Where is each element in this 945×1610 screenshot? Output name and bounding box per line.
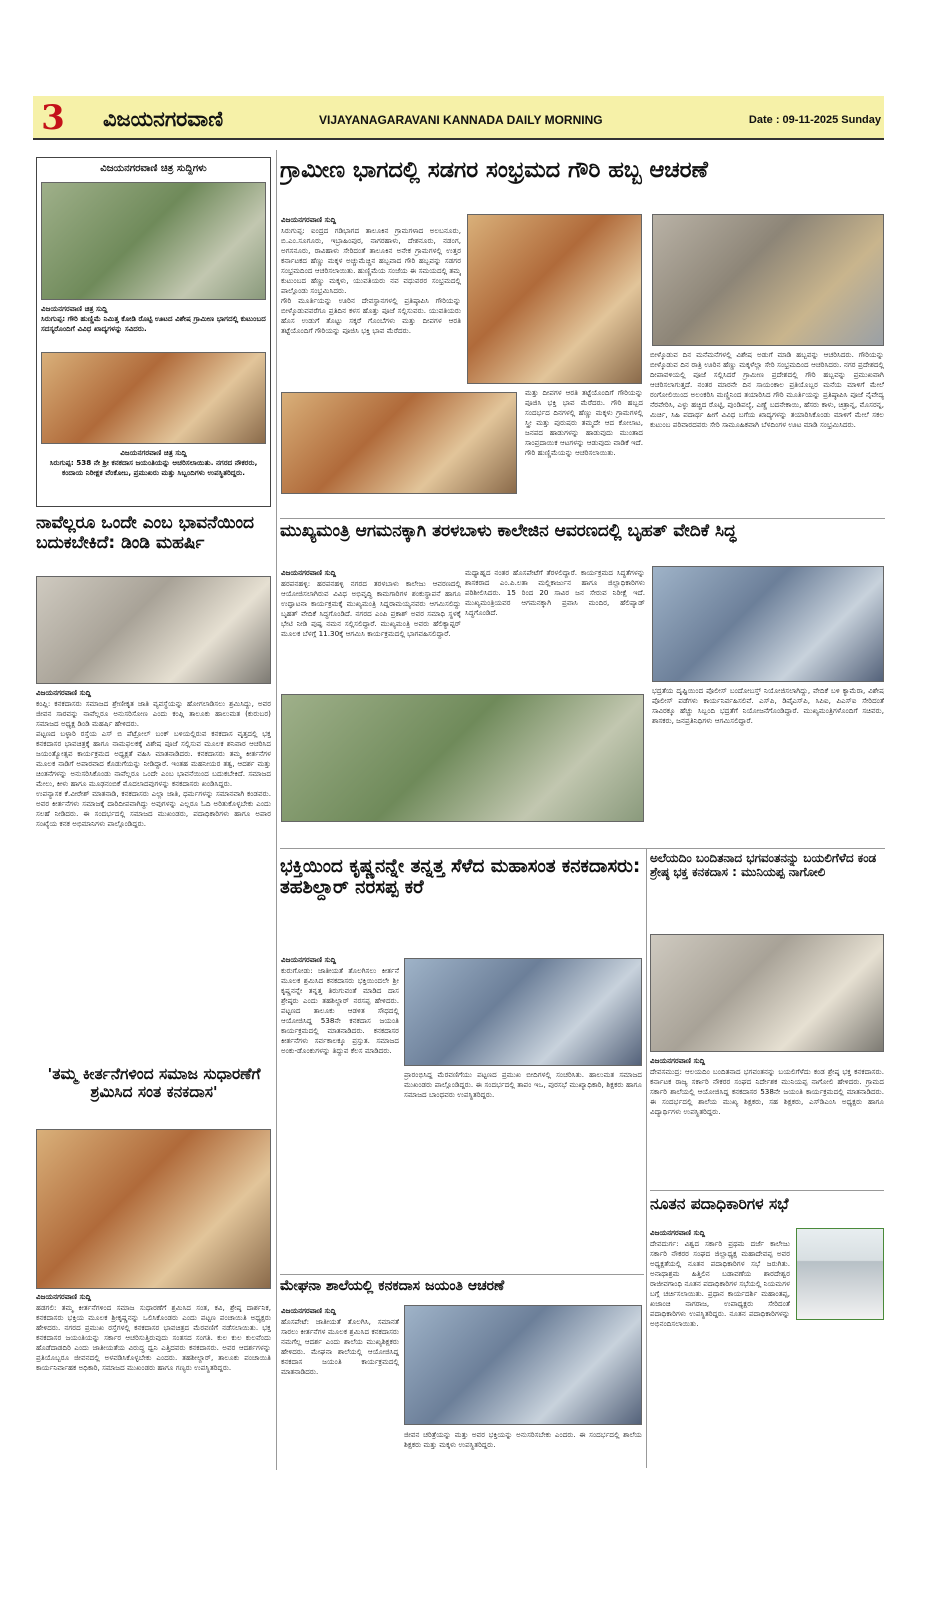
nagoli-body: ದೇವಸಮುದ್ರ: ಆಲಯದಿಂ ಬಂದಿತನಾದ ಭಗವಂತನನ್ನು ಬಯಲಿಗೆಳೆದು ಕಂಡ ಶ್ರೇಷ್ಠ ಭಕ್ತ ಕನಕದಾಸರು. ಕರ್ನಾಟಕ ರಾಜ್ಯ ಸರ್ಕಾರಿ ನೌಕರರ ಸಂಘದ ನಿರ್ದೇಶಕ ಮುನಿಯಪ್ಪ ನಾಗೋಲಿ ಹೇಳಿದರು. ಗ್ರಾಮದ ಸರ್ಕಾರಿ ಶಾಲೆಯಲ್ಲಿ ಆಯೋಜಿಸಿದ್ದ ಕನಕದಾಸರ 538ನೇ ಜಯಂತಿ ಕಾರ್ಯಕ್ರಮದಲ್ಲಿ ಮಾತನಾಡಿದರು. ಈ ಸಂದರ್ಭದಲ್ಲಿ ಶಾಲೆಯ ಮುಖ್ಯ ಶಿಕ್ಷಕರು, ಸಹ ಶಿಕ್ಷಕರು, ಎಸ್‌ಡಿಎಂಸಿ ಅಧ್ಯಕ್ಷರು ಹಾಗೂ ವಿದ್ಯಾರ್ಥಿಗಳು ಉಪಸ್ಥಿತರಿದ್ದರು. — [650, 1067, 884, 1116]
cm-body-1: ಹರಪನಹಳ್ಳಿ: ಹರಪನಹಳ್ಳಿ ನಗರದ ತರಳಬಾಳು ಕಾಲೇಜು ಆವರಣದಲ್ಲಿ ಆಯೋಜಿಸಲಾಗಿರುವ ವಿವಿಧ ಅಭಿವೃದ್ಧಿ ಕಾಮಗಾರಿಗಳ ಶಂಕುಸ್ಥಾಪನೆ ಹಾಗೂ ಉದ್ಘಾಟನಾ ಕಾರ್ಯಕ್ರಮಕ್ಕೆ ಮುಖ್ಯಮಂತ್ರಿ ಸಿದ್ದರಾಮಯ್ಯನವರು ಆಗಮಿಸಲಿದ್ದು ಬೃಹತ್ ವೇದಿಕೆ ಸಿದ್ಧಗೊಂಡಿದೆ. ನಗರದ ಎಂಪಿ ಪ್ರಕಾಶ್ ಅವರ ಸಮಾಧಿ ಸ್ಥಳಕ್ಕೆ ಭೇಟಿ ನೀಡಿ ಪುಷ್ಪ ನಮನ ಸಲ್ಲಿಸಲಿದ್ದಾರೆ. ಮುಖ್ಯಮಂತ್ರಿ ಅವರು ಹೆಲಿಕ್ಯಾಪ್ಟರ್ ಮೂಲಕ ಬೆಳಗ್ಗೆ 11.30ಕ್ಕೆ ಆಗಮಿಸಿ ಕಾರ್ಯಕ್ರಮದಲ್ಲಿ ಭಾಗವಹಿಸಲಿದ್ದಾರೆ. — [281, 579, 461, 638]
photo-kanaka-krishna-group — [404, 958, 642, 1066]
photo-keertana-stage — [36, 1129, 271, 1289]
photo-nagoli-group — [650, 934, 884, 1052]
nagoli-byline: ವಿಜಯನಗರವಾಣಿ ಸುದ್ದಿ — [650, 1056, 705, 1065]
cm-body-2: ಮಧ್ಯಾಹ್ನದ ನಂತರ ಹೊಸಪೇಟೆಗೆ ತೆರಳಲಿದ್ದಾರೆ. ಕಾರ್ಯಕ್ರಮದ ಸಿದ್ಧತೆಗಳನ್ನು ಶಾಸಕರಾದ ಎಂ.ಪಿ.ಲತಾ ಮಲ್ಲಿಕಾರ್ಜುನ ಹಾಗೂ ಜಿಲ್ಲಾಧಿಕಾರಿಗಳು ಪರಿಶೀಲಿಸಿದರು. 15 ರಿಂದ 20 ಸಾವಿರ ಜನ ಸೇರುವ ನಿರೀಕ್ಷೆ ಇದೆ. ಮುಖ್ಯಮಂತ್ರಿಯವರ ಆಗಮನಕ್ಕಾಗಿ ಪ್ರವಾಸಿ ಮಂದಿರ, ಹೆಲಿಪ್ಯಾಡ್ ಸಿದ್ಧಗೊಂಡಿದೆ. — [465, 568, 645, 617]
dindi-headline: ನಾವೆಲ್ಲರೂ ಒಂದೇ ಎಂಬ ಭಾವನೆಯಿಂದ ಬದುಕಬೇಕಿದೆ: ಡಿಂಡಿ ಮಹರ್ಷಿ — [36, 514, 255, 553]
officers-byline: ವಿಜಯನಗರವಾಣಿ ಸುದ್ದಿ — [650, 1228, 705, 1237]
masthead-date: Date : 09-11-2025 Sunday — [748, 114, 881, 126]
officers-headline: ನೂತನ ಪದಾಧಿಕಾರಿಗಳ ಸಭೆ — [650, 1196, 789, 1213]
photo-caption-1: ವಿಜಯನಗರವಾಣಿ ಚಿತ್ರ ಸುದ್ದಿ ಸಿರುಗುಪ್ಪ: ಗೌರಿ ಹುಣ್ಣಿಮೆ ನಿಮಿತ್ತ ಕೋಡಿ ರೊಟ್ಟಿ ಊಟದ ವಿಶೇಷ ಗ್ರಾಮೀಣ ಭಾಗದಲ್ಲಿ ಕುಟುಂಬದ ಸದಸ್ಯರೊಂದಿಗೆ ವಿವಿಧ ಖಾದ್ಯಗಳನ್ನು ಸವಿದರು. — [41, 304, 266, 333]
keertana-body: ಹಡಗಲಿ: ತಮ್ಮ ಕೀರ್ತನೆಗಳಿಂದ ಸಮಾಜ ಸುಧಾರಣೆಗೆ ಶ್ರಮಿಸಿದ ಸಂತ, ಕವಿ, ಶ್ರೇಷ್ಠ ದಾರ್ಶನಿಕ, ಕನಕದಾಸರು ಭಕ್ತಿಯ ಮೂಲಕ ಶ್ರೀಕೃಷ್ಣನನ್ನು ಒಲಿಸಿಕೊಂಡರು ಎಂದು ಪಟ್ಟಣ ಪಂಚಾಯಿತಿ ಅಧ್ಯಕ್ಷರು ಹೇಳಿದರು. ನಗರದ ಪ್ರಮುಖ ರಸ್ತೆಗಳಲ್ಲಿ ಕನಕದಾಸರ ಭಾವಚಿತ್ರದ ಮೆರವಣಿಗೆ ನಡೆಸಲಾಯಿತು. ಭಕ್ತ ಕನಕದಾಸರ ಜಯಂತಿಯನ್ನು ಸರ್ಕಾರ ಆಚರಿಸುತ್ತಿರುವುದು ಸಂತಸದ ಸಂಗತಿ. ಕುಲ ಕುಲ ಕುಲವೆಂದು ಹೊಡೆದಾಡದಿರಿ ಎಂದು ಜಾತೀಯತೆಯ ವಿರುದ್ಧ ಧ್ವನಿ ಎತ್ತಿದವರು ಕನಕದಾಸರು. ಅವರ ಆದರ್ಶಗಳನ್ನು ಪ್ರತಿಯೊಬ್ಬರೂ ಜೀವನದಲ್ಲಿ ಅಳವಡಿಸಿಕೊಳ್ಳಬೇಕು ಎಂದರು. ತಹಶೀಲ್ದಾರ್, ತಾಲೂಕು ಪಂಚಾಯಿತಿ ಕಾರ್ಯನಿರ್ವಾಹಕ ಅಧಿಕಾರಿ, ಸಮಾಜದ ಮುಖಂಡರು ಹಾಗೂ ಗಣ್ಯರು ಉಪಸ್ಥಿತರಿದ್ದರು. — [36, 1303, 271, 1372]
gauri-headline: ಗ್ರಾಮೀಣ ಭಾಗದಲ್ಲಿ ಸಡಗರ ಸಂಭ್ರಮದ ಗೌರಿ ಹಬ್ಬ ಆಚರಣೆ — [280, 158, 708, 183]
photo-gauri-children — [281, 392, 517, 494]
officers-body-top: ದೇವದುರ್ಗ: ವಿಶ್ವದ ಸರ್ಕಾರಿ ಪ್ರಥಮ ದರ್ಜೆ ಕಾಲೇಜು ಸರ್ಕಾರಿ ನೌಕರರ ಸಂಘದ ಜಿಲ್ಲಾಧ್ಯಕ್ಷ ಮಹಾದೇವಪ್ಪ ಅವರ ಅಧ್ಯಕ್ಷತೆಯಲ್ಲಿ ನೂತನ ಪದಾಧಿಕಾರಿಗಳ ಸಭೆ ಜರುಗಿತು. ಅನಾಥಾಶ್ರಮ ಹಿತ್ತಿಲಿನ ಬಡಾವಣೆಯ ಶಾರದೇಶ್ವರ ರಾಜೀವಗಾಂಧಿ ನೂತನ ಪದಾಧಿಕಾರಿಗಳ ಸಭೆಯಲ್ಲಿ ನಿಯಮಗಳ ಬಗ್ಗೆ ಚರ್ಚಿಸಲಾಯಿತು. ಪ್ರಧಾನ ಕಾರ್ಯದರ್ಶಿ ಮಹಾಂತಪ್ಪ, ಖಜಾಂಚಿ ನಾಗರಾಜ, ಉಪಾಧ್ಯಕ್ಷರು ಸೇರಿದಂತೆ ಪದಾಧಿಕಾರಿಗಳು ಉಪಸ್ಥಿತರಿದ್ದರು. ನೂತನ ಪದಾಧಿಕಾರಿಗಳನ್ನು ಅಭಿನಂದಿಸಲಾಯಿತು. — [650, 1239, 790, 1328]
meghana-headline: ಮೇಘನಾ ಶಾಲೆಯಲ್ಲಿ ಕನಕದಾಸ ಜಯಂತಿ ಆಚರಣೆ — [280, 1278, 505, 1294]
photo-dindi-group — [36, 576, 271, 684]
photo-gauri-family — [652, 214, 884, 346]
masthead — [33, 96, 884, 140]
keertana-headline: 'ತಮ್ಮ ಕೀರ್ತನೆಗಳಿಂದ ಸಮಾಜ ಸುಧಾರಣೆಗೆ ಶ್ರಮಿಸಿದ ಸಂತ ಕನಕದಾಸ' — [47, 1066, 261, 1101]
photo-meghana-students — [404, 1305, 642, 1425]
photo-cm-venue — [281, 694, 644, 822]
kanaka-krishna-body-1: ಕುರುಗೋಡು: ಜಾತೀಯತೆ ತೊಲಗಿಸಲು ಕೀರ್ತನೆ ಮೂಲಕ ಶ್ರಮಿಸಿದ ಕನಕದಾಸರು ಭಕ್ತಿಯಿಂದಲೇ ಶ್ರೀ ಕೃಷ್ಣನನ್ನೇ ತನ್ನತ್ತ ತಿರುಗುವಂತೆ ಮಾಡಿದ ದಾಸ ಶ್ರೇಷ್ಠರು ಎಂದು ತಹಶಿಲ್ದಾರ್ ನರಸಪ್ಪ ಹೇಳಿದರು. ಪಟ್ಟಣದ ತಾಲೂಕು ಆಡಳಿತ ಸೌಧದಲ್ಲಿ ಆಯೋಜಿಸಿದ್ದ 538ನೇ ಕನಕದಾಸ ಜಯಂತಿ ಕಾರ್ಯಕ್ರಮದಲ್ಲಿ ಮಾತನಾಡಿದರು. ಕನಕದಾಸರ ಕೀರ್ತನೆಗಳು ಸರ್ವಕಾಲಕ್ಕೂ ಪ್ರಸ್ತುತ. ಸಮಾಜದ ಅಂಕು-ಡೊಂಕುಗಳನ್ನು ತಿದ್ದುವ ಕೆಲಸ ಮಾಡಿದರು. — [281, 966, 399, 1055]
nagoli-headline: ಅಲೆಯದಿಂ ಬಂದಿತನಾದ ಭಗವಂತನನ್ನು ಬಯಲಿಗೆಳೆದ ಕಂಡ ಶ್ರೇಷ್ಠ ಭಕ್ತ ಕನಕದಾಸ : ಮುನಿಯಪ್ಪ ನಾಗೋಲಿ — [650, 852, 877, 879]
photo-kanaka-office — [41, 352, 266, 444]
rule-above-officers — [650, 1190, 884, 1191]
gauri-body-2: ಮತ್ತು ದೀಪಗಳ ಆರತಿ ತಟ್ಟೆಯೊಂದಿಗೆ ಗೌರಿಯನ್ನು ಪೂಜಿಸಿ ಭಕ್ತಿ ಭಾವ ಮೆರೆದರು. ಗೌರಿ ಹಬ್ಬದ ಸಂದರ್ಭದ ದಿನಗಳಲ್ಲಿ ಹೆಣ್ಣು ಮಕ್ಕಳು ಗ್ರಾಮಗಳಲ್ಲಿ ಸ್ತ್ರೀ ಮತ್ತು ಪುರುಷರು ತಮ್ಮದೇ ಆದ ಕೋಲಾಟ, ಜನಪದ ಹಾಡುಗಳನ್ನು ಹಾಡುವುದು ಮುಂತಾದ ಸಾಂಪ್ರದಾಯಿಕ ಆಟಗಳನ್ನು ಆಡುವುದು ವಾಡಿಕೆ ಇದೆ. ಗೌರಿ ಹುಣ್ಣಿಮೆಯನ್ನು ಆಚರಿಸಲಾಯಿತು. — [525, 388, 643, 457]
photo-cm-officials — [652, 566, 884, 682]
gauri-body-1: ಸಿರುಗುಪ್ಪ: ಐಂದ್ರದ ಗಡಿಭಾಗದ ತಾಲೂಕಿನ ಗ್ರಾಮಗಳಾದ ಅಲಬನೂರು, ಬಿ.ಎಂ.ಸೂಗೂರು, ಇಬ್ರಾಹಿಂಪುರ, ನಾಗರಹಾಳು, ದೇಶನೂರು, ನಡಂಗ, ಅಗಸನೂರು, ರಾವಿಹಾಳು ಸೇರಿದಂತೆ ತಾಲೂಕಿನ ಅನೇಕ ಗ್ರಾಮಗಳಲ್ಲಿ ಉತ್ತರ ಕರ್ನಾಟಕದ ಹೆಣ್ಣು ಮಕ್ಕಳ ಅಚ್ಚುಮೆಚ್ಚಿನ ಹಬ್ಬವಾದ ಗೌರಿ ಹಬ್ಬವನ್ನು ಸಡಗರ ಸಂಭ್ರಮದಿಂದ ಆಚರಿಸಲಾಯಿತು. ಹುಣ್ಣಿಮೆಯ ಸಂಜೆಯ ಈ ಸಮಯದಲ್ಲಿ ತಮ್ಮ ಕುಟುಂಬದ ಹೆಣ್ಣು ಮಕ್ಕಳು, ಯುವತಿಯರು ನವ ವಧುವರರ ಸಂಭ್ರಮದಲ್ಲಿ ಪಾಲ್ಗೊಂಡು ಸಂಭ್ರಮಿಸಿದರು. ಗೌರಿ ಮೂರ್ತಿಯನ್ನು ಊರಿನ ದೇವಸ್ಥಾನಗಳಲ್ಲಿ ಪ್ರತಿಷ್ಠಾಪಿಸಿ ಗೌರಿಯನ್ನು ಬೀಳ್ಕೊಡುವವರೆಗೂ ಪ್ರತಿದಿನ ಕಳಸ ಹೊತ್ತು ಪೂಜೆ ಸಲ್ಲಿಸುವರು. ಯುವತಿಯರು ಹೊಸ ಉಡುಗೆ ತೊಟ್ಟು ಸಕ್ಕರೆ ಗೊಂಬೆಗಳು ಮತ್ತು ದೀಪಗಳ ಆರತಿ ತಟ್ಟೆಯೊಂದಿಗೆ ಗೌರಿಯನ್ನು ಪೂಜಿಸಿ ಭಕ್ತಿ ಭಾವ ಮೆರೆದರು. — [281, 226, 461, 335]
meghana-body-2: ಜೀವನ ಚರಿತ್ರೆಯನ್ನು ಮತ್ತು ಅವರ ಭಕ್ತಿಯನ್ನು ಅನುಸರಿಸಬೇಕು ಎಂದರು. ಈ ಸಂದರ್ಭದಲ್ಲಿ ಶಾಲೆಯ ಶಿಕ್ಷಕರು ಮತ್ತು ಮಕ್ಕಳು ಉಪಸ್ಥಿತರಿದ್ದರು. — [404, 1430, 642, 1449]
photo-caption-2: ವಿಜಯನಗರವಾಣಿ ಚಿತ್ರ ಸುದ್ದಿ ಸಿರುಗುಪ್ಪ: 538 ನೇ ಶ್ರೀ ಕನಕದಾಸ ಜಯಂತಿಯನ್ನು ಆಚರಿಸಲಾಯಿತು. ನಗರದ ನೌಕರರು, ಕಂದಾಯ ನಿರೀಕ್ಷಕ ವೆಂಕೋಬ, ಪ್ರಮುಖರು ಮತ್ತು ಸಿಬ್ಬಂದಿಗಳು ಉಪಸ್ಥಿತರಿದ್ದರು. — [49, 448, 258, 477]
masthead-title-kannada: ವಿಜಯನಗರವಾಣಿ — [103, 107, 224, 131]
kanaka-krishna-byline: ವಿಜಯನಗರವಾಣಿ ಸುದ್ದಿ — [281, 955, 336, 964]
meghana-byline: ವಿಜಯನಗರವಾಣಿ ಸುದ್ದಿ — [281, 1306, 336, 1315]
page-number: 3 — [41, 98, 65, 138]
gauri-body-3: ಬೀಳ್ಕೊಡುವ ದಿನ ಮನೆಮನೆಗಳಲ್ಲಿ ವಿಶೇಷ ಅಡುಗೆ ಮಾಡಿ ಹಬ್ಬವನ್ನು ಆಚರಿಸಿದರು. ಗೌರಿಯನ್ನು ಬೀಳ್ಕೊಡುವ ದಿನ ರಾತ್ರಿ ಊರಿನ ಹೆಣ್ಣು ಮಕ್ಕಳೆಲ್ಲಾ ಸೇರಿ ಸಂಭ್ರಮದಿಂದ ಆಚರಿಸಿದರು. ನಗರ ಪ್ರದೇಶದಲ್ಲಿ ದೀಪಾವಳಿಯಲ್ಲಿ ಪೂಜೆ ಸಲ್ಲಿಸಿದರೆ ಗ್ರಾಮೀಣ ಪ್ರದೇಶದಲ್ಲಿ ಗೌರಿ ಹಬ್ಬವನ್ನು ಪ್ರಮುಖವಾಗಿ ಆಚರಿಸಲಾಗುತ್ತದೆ. ನಂತರ ಮಾರನೇ ದಿನ ಸಾಯಂಕಾಲ ಪ್ರತಿಯೊಬ್ಬರ ಮನೆಯ ಮಾಳಿಗೆ ಮೇಲೆ ರಂಗೋಲಿಯಿಂದ ಅಲಂಕರಿಸಿ ಮಣ್ಣಿನಿಂದ ತಯಾರಿಸಿದ ಗೌರಿ ಮೂರ್ತಿಯನ್ನು ಪ್ರತಿಷ್ಠಾಪಿಸಿ ಪೂಜೆ ನೈವೇದ್ಯ ನೆರವೇರಿಸಿ, ಎಳ್ಳು ಹಚ್ಚಿದ ರೊಟ್ಟಿ, ಪುಂಡಿಪಲ್ಯೆ, ಎಣ್ಣೆ ಬದನೇಕಾಯಿ, ಹೆಸರು ಕಾಳು, ಚಿತ್ರಾನ್ನ, ಮೊಸರನ್ನ, ಮಿರ್ಚಿ, ಸಿಹಿ ಪದಾರ್ಥ ಹೀಗೆ ವಿವಿಧ ಬಗೆಯ ಖಾದ್ಯಗಳನ್ನು ತಯಾರಿಸಿಕೊಂಡು ಮಾಳಿಗೆ ಮೇಲೆ ಸಕಲ ಕುಟುಂಬ ಪರಿವಾರದವರು ಸೇರಿ ಸಾಮೂಹಿಕವಾಗಿ ಬೆಳದಿಂಗಳ ಊಟ ಮಾಡಿ ಸಂಭ್ರಮಿಸಿದರು. — [650, 350, 884, 429]
keertana-byline: ವಿಜಯನಗರವಾಣಿ ಸುದ್ದಿ — [36, 1292, 91, 1301]
photo-gauri-meal — [41, 182, 266, 300]
rule-below-gauri — [280, 518, 885, 519]
photo-news-box — [36, 157, 271, 507]
photo-officer-portrait — [796, 1228, 884, 1320]
column-divider-right — [646, 848, 647, 1468]
rule-below-cm — [280, 848, 885, 849]
cm-headline: ಮುಖ್ಯಮಂತ್ರಿ ಆಗಮನಕ್ಕಾಗಿ ತರಳಬಾಳು ಕಾಲೇಜಿನ ಆವರಣದಲ್ಲಿ ಬೃಹತ್ ವೇದಿಕೆ ಸಿದ್ಧ — [280, 522, 737, 541]
kanaka-krishna-body-2: ಪ್ರಾರಂಭಿಸಿದ್ದ ಮೆರವಣಿಗೆಯು ಪಟ್ಟಣದ ಪ್ರಮುಖ ಬೀದಿಗಳಲ್ಲಿ ಸಂಚರಿಸಿತು. ಹಾಲುಮತ ಸಮಾಜದ ಮುಖಂಡರು ಪಾಲ್ಗೊಂಡಿದ್ದರು. ಈ ಸಂದರ್ಭದಲ್ಲಿ ತಾಪಂ ಇಒ, ಪುರಸಭೆ ಮುಖ್ಯಾಧಿಕಾರಿ, ಶಿಕ್ಷಕರು ಹಾಗೂ ಸಮಾಜದ ಬಾಂಧವರು ಉಪಸ್ಥಿತರಿದ್ದರು. — [404, 1070, 642, 1099]
column-divider-left — [276, 150, 277, 1470]
gauri-byline: ವಿಜಯನಗರವಾಣಿ ಸುದ್ದಿ — [281, 215, 336, 224]
photo-gauri-lamp — [467, 214, 642, 384]
cm-body-3: ಭದ್ರತೆಯ ದೃಷ್ಟಿಯಿಂದ ಪೊಲೀಸ್ ಬಂದೋಬಸ್ತ್ ನಿಯೋಜಿಸಲಾಗಿದ್ದು, ವೇದಿಕೆ ಬಳಿ ಕ್ಯಾಮೆರಾ, ವಿಶೇಷ ಪೊಲೀಸ್ ಪಡೆಗಳು ಕಾರ್ಯನಿರ್ವಹಿಸಲಿವೆ. ಎಸ್‌ಪಿ, ಡಿವೈಎಸ್‌ಪಿ, ಸಿಪಿಐ, ಪಿಎಸ್‌ಐ ಸೇರಿದಂತೆ ಸಾವಿರಕ್ಕೂ ಹೆಚ್ಚು ಸಿಬ್ಬಂದಿ ಭದ್ರತೆಗೆ ನಿಯೋಜನೆಗೊಂಡಿದ್ದಾರೆ. ಮುಖ್ಯಮಂತ್ರಿಗಳೊಂದಿಗೆ ಸಚಿವರು, ಶಾಸಕರು, ಜನಪ್ರತಿನಿಧಿಗಳು ಆಗಮಿಸಲಿದ್ದಾರೆ. — [652, 686, 884, 725]
cm-byline: ವಿಜಯನಗರವಾಣಿ ಸುದ್ದಿ — [281, 568, 336, 577]
kanaka-krishna-headline: ಭಕ್ತಿಯಿಂದ ಕೃಷ್ಣನನ್ನೇ ತನ್ನತ್ತ ಸೆಳೆದ ಮಹಾಸಂತ ಕನಕದಾಸರು: ತಹಶಿಲ್ದಾರ್ ನರಸಪ್ಪ ಕರೆ — [280, 856, 641, 899]
dindi-body: ಕಂಪ್ಲಿ: ಕನಕದಾಸರು ಸಮಾಜದ ಶ್ರೇಣೀಕೃತ ಜಾತಿ ವ್ಯವಸ್ಥೆಯನ್ನು ಹೋಗಲಾಡಿಸಲು ಶ್ರಮಿಸಿದ್ದು, ಅವರ ಜೀವನ ಸಾರವನ್ನು ನಾವೆಲ್ಲರೂ ಅನುಸರಿಸೋಣ ಎಂದು ಕಂಪ್ಲಿ ತಾಲೂಕು ಹಾಲುಮತ (ಕುರುಬರ) ಸಮಾಜದ ಅಧ್ಯಕ್ಷ ಡಿಂಡಿ ಮಹರ್ಷಿ ಹೇಳಿದರು. ಪಟ್ಟಣದ ಬಳ್ಳಾರಿ ರಸ್ತೆಯ ಎಸ್ ಬಿ ಪೆಟ್ರೋಲ್ ಬಂಕ್ ಬಳಿಯಲ್ಲಿರುವ ಕನಕದಾಸ ವೃತ್ತದಲ್ಲಿ ಭಕ್ತ ಕನಕದಾಸರ ಭಾವಚಿತ್ರಕ್ಕೆ ಹಾಗೂ ನಾಮಫಲಕಕ್ಕೆ ವಿಶೇಷ ಪೂಜೆ ಸಲ್ಲಿಸುವ ಮೂಲಕ ಶನಿವಾರ ಆಚರಿಸಿದ ಜಯಂತ್ಯೋತ್ಸವ ಕಾರ್ಯಕ್ರಮದ ಅಧ್ಯಕ್ಷತೆ ವಹಿಸಿ ಮಾತನಾಡಿದರು. ಕನಕದಾಸರು ತಮ್ಮ ಕೀರ್ತನೆಗಳ ಮೂಲಕ ನಾಡಿಗೆ ಅಪಾರವಾದ ಕೊಡುಗೆಯನ್ನು ನೀಡಿದ್ದಾರೆ. ಇಂತಹ ಮಹನೀಯರ ತತ್ವ, ಆದರ್ಶ ಮತ್ತು ಚಿಂತನೆಗಳನ್ನು ಅನುಸರಿಸಿಕೊಂಡು ನಾವೆಲ್ಲರೂ ಒಂದೇ ಎಂಬ ಭಾವನೆಯಿಂದ ಬದುಕಬೇಕಿದೆ. ಸಮಾಜದ ಮೇಲು, ಕೀಳು ಹಾಗೂ ಮೂಢನಂಬಿಕೆ ಮೊದಲಾದವುಗಳನ್ನು ಕನಕದಾಸರು ಖಂಡಿಸಿದ್ದರು. ಉಪನ್ಯಾಸಕ ಕೆ.ವೀರೇಶ್ ಮಾತನಾಡಿ, ಕನಕದಾಸರು ಎಲ್ಲಾ ಜಾತಿ, ಧರ್ಮಗಳನ್ನು ಸಮಾನವಾಗಿ ಕಂಡವರು. ಅವರ ಕೀರ್ತನೆಗಳು ಸಮಾಜಕ್ಕೆ ದಾರಿದೀಪವಾಗಿದ್ದು ಅವುಗಳನ್ನು ಎಲ್ಲರೂ ಓದಿ ಅರಿತುಕೊಳ್ಳಬೇಕು ಎಂದು ಸಲಹೆ ನೀಡಿದರು. ಈ ಸಂದರ್ಭದಲ್ಲಿ ಸಮಾಜದ ಮುಖಂಡರು, ಪದಾಧಿಕಾರಿಗಳು ಹಾಗೂ ಅಪಾರ ಸಂಖ್ಯೆಯ ಕನಕ ಅಭಿಮಾನಿಗಳು ಪಾಲ್ಗೊಂಡಿದ್ದರು. — [36, 699, 271, 828]
masthead-title-english: VIJAYANAGARAVANI KANNADA DAILY MORNING — [319, 113, 603, 127]
rule-above-meghana — [280, 1274, 644, 1275]
dindi-byline: ವಿಜಯನಗರವಾಣಿ ಸುದ್ದಿ — [36, 688, 91, 697]
meghana-body-1: ಹೊಸಪೇಟೆ: ಜಾತೀಯತೆ ತೊಲಗಿಸಿ, ಸಮಾನತೆ ಸಾರಲು ಕೀರ್ತನೆಗಳ ಮೂಲಕ ಶ್ರಮಿಸಿದ ಕನಕದಾಸರು ನಮಗೆಲ್ಲ ಆದರ್ಶ ಎಂದು ಶಾಲೆಯ ಮುಖ್ಯಶಿಕ್ಷಕರು ಹೇಳಿದರು. ಮೇಘನಾ ಶಾಲೆಯಲ್ಲಿ ಆಯೋಜಿಸಿದ್ದ ಕನಕದಾಸ ಜಯಂತಿ ಕಾರ್ಯಕ್ರಮದಲ್ಲಿ ಮಾತನಾಡಿದರು. — [281, 1317, 399, 1376]
photo-news-header: ವಿಜಯನಗರವಾಣಿ ಚಿತ್ರ ಸುದ್ದಿಗಳು — [100, 163, 207, 174]
